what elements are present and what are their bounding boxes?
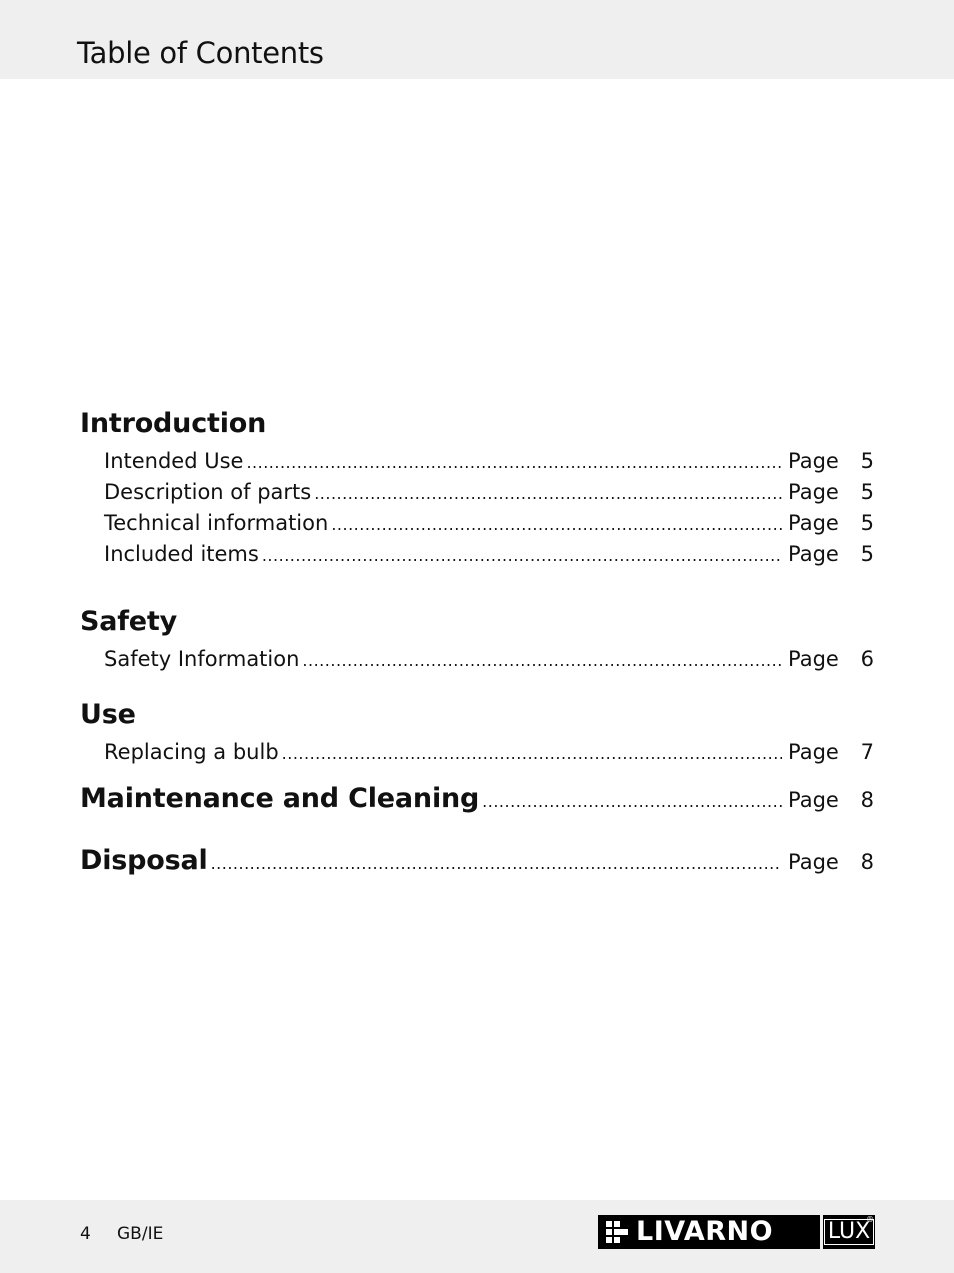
toc-entry-label: Safety Information (104, 647, 300, 671)
dot-leader (302, 644, 782, 675)
page-number: 8 (860, 788, 874, 812)
page-word: Page (788, 449, 839, 473)
section-title: Safety (80, 606, 178, 637)
page-number: 5 (860, 511, 874, 535)
logo-sub-text: LUX (824, 1219, 874, 1245)
toc-entry-label: Technical information (104, 511, 329, 535)
toc-entry-label: Disposal (80, 845, 208, 876)
page-number: 6 (860, 647, 874, 671)
toc-entry-label: Maintenance and Cleaning (80, 783, 480, 814)
dot-leader (482, 769, 782, 831)
page-word: Page (788, 480, 839, 504)
dot-leader (282, 737, 782, 768)
toc-entry[interactable] (80, 737, 874, 768)
footer-page-number: 4 (80, 1224, 91, 1244)
toc-entry-label: Included items (104, 542, 259, 566)
toc-section-safety (80, 600, 874, 675)
page-word: Page (788, 740, 839, 764)
page-number: 8 (860, 850, 874, 874)
toc-entry[interactable] (80, 446, 874, 477)
toc-section-use (80, 693, 874, 768)
footer-region: GB/IE (117, 1224, 164, 1244)
page-word: Page (788, 850, 839, 874)
section-title: Use (80, 699, 136, 730)
toc-section-introduction (80, 402, 874, 570)
page-word: Page (788, 511, 839, 535)
dot-leader (211, 831, 782, 893)
dot-leader (246, 446, 782, 477)
toc-entry-maintenance[interactable] (80, 768, 874, 830)
registered-mark: ® (866, 1215, 874, 1224)
logo-lux-box (823, 1215, 875, 1249)
toc-entry[interactable] (80, 539, 874, 570)
table-of-contents (80, 402, 874, 892)
toc-entry[interactable] (80, 477, 874, 508)
toc-entry-label: Intended Use (104, 449, 244, 473)
page-word: Page (788, 542, 839, 566)
logo-main (598, 1215, 820, 1249)
page-number: 5 (860, 480, 874, 504)
livarno-mark-icon (606, 1221, 628, 1243)
dot-leader (314, 477, 782, 508)
page-word: Page (788, 788, 839, 812)
page-number: 5 (860, 449, 874, 473)
page-number: 5 (860, 542, 874, 566)
page-number: 7 (860, 740, 874, 764)
section-title: Introduction (80, 408, 267, 439)
page-word: Page (788, 647, 839, 671)
dot-leader (262, 539, 782, 570)
livarno-lux-logo (598, 1215, 875, 1249)
page-title: Table of Contents (77, 36, 324, 70)
logo-brand-text: LIVARNO (636, 1216, 774, 1247)
toc-entry[interactable] (80, 644, 874, 675)
dot-leader (331, 508, 782, 539)
toc-entry[interactable] (80, 508, 874, 539)
toc-entry-label: Replacing a bulb (104, 740, 279, 764)
toc-entry-disposal[interactable] (80, 830, 874, 892)
toc-entry-label: Description of parts (104, 480, 312, 504)
